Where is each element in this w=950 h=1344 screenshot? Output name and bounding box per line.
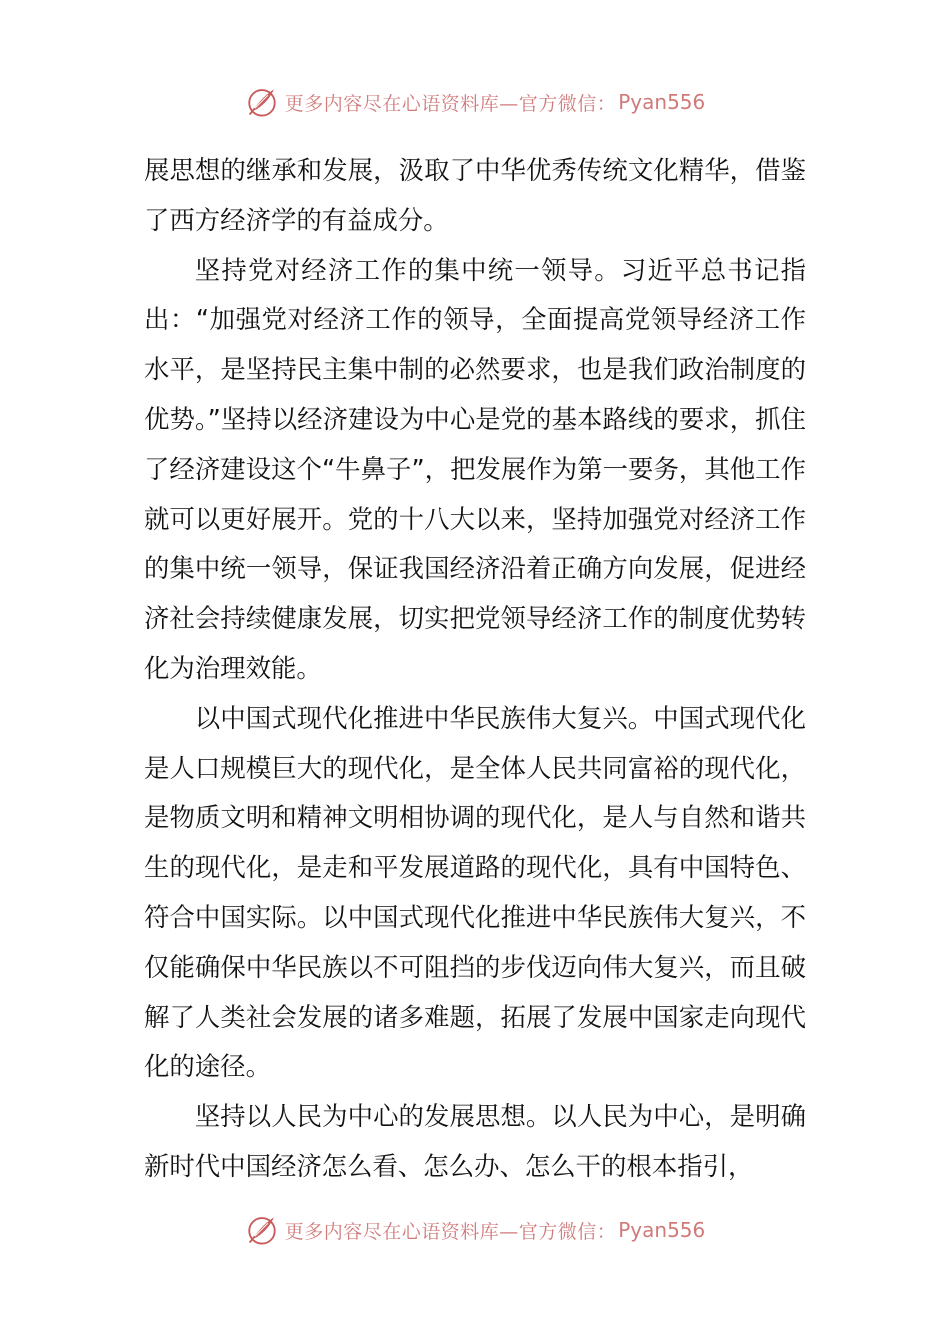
banner-text: 更多内容尽在心语资料库—官方微信：	[284, 92, 617, 115]
document-body	[144, 146, 806, 1192]
header-banner	[0, 80, 950, 124]
banner-wechat-id: Pyan556	[618, 1218, 706, 1242]
paragraph-chinese-modernization: 以中国式现代化推进中华民族伟大复兴。中国式现代化是人口规模巨大的现代化，是全体人民共同富裕的现代化，是物质文明和精神文明相协调的现代化，是人与自然和谐共生的现代化，是走和平发展道路的现代化，具有中国特色、符合中国实际。以中国式现代化推进中华民族伟大复兴，不仅能确保中华民族以不可阻挡的步伐迈向伟大复兴，而且破解了人类社会发展的诸多难题，拓展了发展中国家走向现代化的途径。	[144, 702, 806, 1082]
paragraph-party-leadership: 坚持党对经济工作的集中统一领导。习近平总书记指出：“加强党对经济工作的领导，全面提高党领导经济工作水平，是坚持民主集中制的必然要求，也是我们政治制度的优势。”坚持以经济建设为中心是党的基本路线的要求，抓住了经济建设这个“牛鼻子”，把发展作为第一要务，其他工作就可以更好展开。党的十八大以来，坚持加强党对经济工作的集中统一领导，保证我国经济沿着正确方向发展，促进经济社会持续健康发展，切实把党领导经济工作的制度优势转化为治理效能。	[144, 254, 806, 683]
paragraph-people-centered: 坚持以人民为中心的发展思想。以人民为中心，是明确新时代中国经济怎么看、怎么办、怎么干的根本指引，	[144, 1101, 806, 1181]
feather-pen-logo-icon	[245, 1213, 279, 1247]
banner-text: 更多内容尽在心语资料库—官方微信：	[284, 1220, 617, 1243]
footer-banner	[0, 1208, 950, 1252]
banner-wechat-id: Pyan556	[618, 90, 706, 114]
feather-pen-logo-icon	[245, 85, 279, 119]
paragraph-continuation: 展思想的继承和发展，汲取了中华优秀传统文化精华，借鉴了西方经济学的有益成分。	[144, 155, 806, 235]
